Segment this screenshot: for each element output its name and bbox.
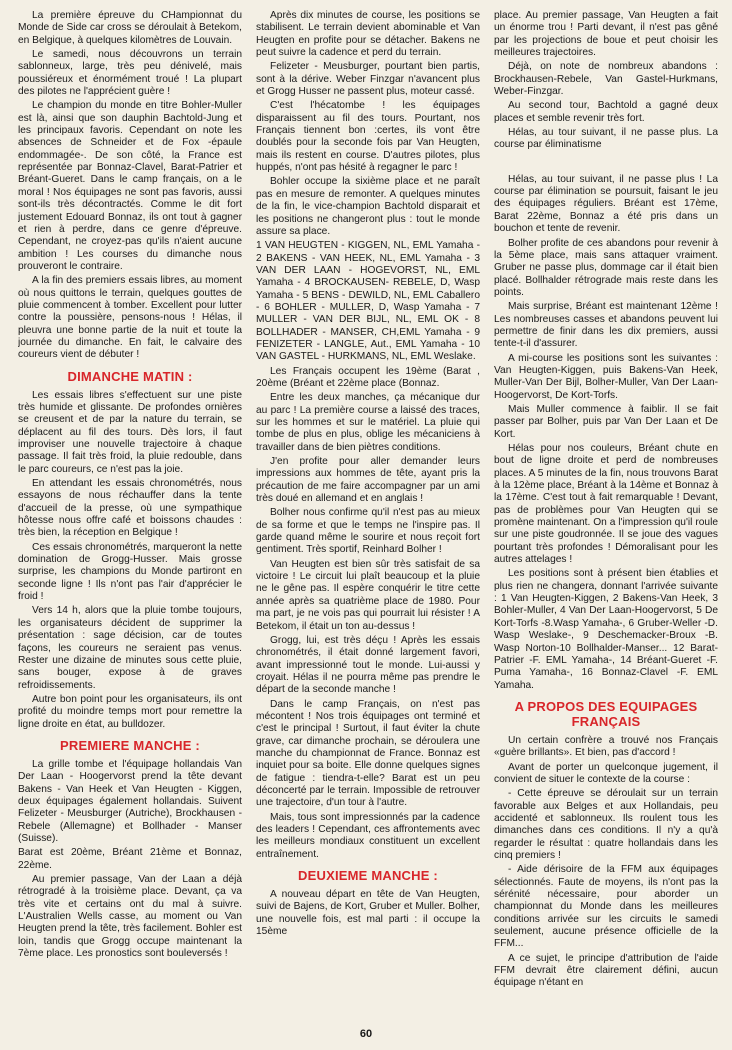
paragraph: J'en profite pour aller demander leurs impressions aux hommes de tête, ayant pris la précaution de me faire accompagner par un ami très doué en allemand et en anglais ! — [256, 456, 480, 505]
paragraph: A la fin des premiers essais libres, au moment où nous quittons le terrain, quelques gouttes de pluie commencent à tomber. Excellent pour lutter contre la poussière, pensons-nous ! Hélas, il pleuvra une bonne partie de la nuit et toute la journée du dimanche. En fait, le calvaire des coureurs vient de débuter ! — [18, 275, 242, 361]
section-heading-premiere-manche: PREMIERE MANCHE : — [60, 737, 200, 753]
paragraph: A ce sujet, le principe d'attribution de l'aide FFM devrait être clairement défini, aucun équipage n'étant en — [494, 952, 718, 989]
paragraph: - Aide dérisoire de la FFM aux équipages sélectionnés. Faute de moyens, ils n'ont pas la sérénité nécessaire, pour aborder un championnat du Monde dans les meilleures conditions arrivée sur les circuits le samedi seulement, aucune présence officielle de la FFM... — [494, 864, 718, 950]
column-2 — [256, 10, 480, 1015]
paragraph: Ces essais chronométrés, marqueront la nette domination de Grogg-Husser. Mais grosse surprise, les champions du Monde partiront en seconde ligne ! Ils n'ont pas l'air d'apprécier le froid ! — [18, 541, 242, 603]
paragraph: Les positions sont à présent bien établies et plus rien ne changera, donnant l'arrivée suivante : 1 Van Heugten-Kiggen, 2 Bakens-Van Heek, 3 Bohler-Muller, 4 Van Der Laan-Hoogervorst, 5 De Kort-Torfs -8.Wasp Yamaha-, 6 Gruber-Weller -D. Wasp Weslake-, 9 Deschemacker-Broux -B. Wasp Norton-10 Bollhalder-Manser... 12 Barat-Patrier -F. EML Yamaha-, 14 Bréant-Gueret -F. Puma Yamaha-, 16 Bonnaz-Clavel -F. EML Yamaha. — [494, 568, 718, 691]
paragraph: Bohler occupe la sixième place et ne paraît pas en mesure de remonter. A quelques minutes de la fin, le vice-champion Bachtold disparait et les positions ne changeront plus : tout le monde assure sa place. — [256, 176, 480, 237]
paragraph: Hélas, au tour suivant, il ne passe plus ! La course par élimination se poursuit, faisant le jeu des équipages réguliers. Bréant est 17ème, Barat 22ème, Bonnaz a été pris dans un bouchon et tente de revenir. — [494, 173, 718, 235]
paragraph: Mais Muller commence à faiblir. Il se fait passer par Bolher, puis par Van Der Laan et De Kort. — [494, 403, 718, 440]
page-number: 60 — [359, 1028, 373, 1040]
paragraph: Grogg, lui, est très déçu ! Après les essais chronométrés, il était donné largement favori, avant impressionné tout le monde. Lui-aussi y croyait. Hélas il ne pourra même pas prendre le départ de la seconde manche ! — [256, 634, 480, 696]
paragraph: Bolher profite de ces abandons pour revenir à la 5ème place, mais sans attaquer vraiment. Gruber ne passe plus, dommage car il était bien placé. Bollhalder rétrograde mais reste dans les points. — [494, 237, 718, 298]
paragraph: C'est l'hécatombe ! les équipages disparaissent au fil des tours. Pourtant, nos Français tiennent bon :certes, ils vont être doublés pour la seconde fois par Van Heugten, mais ils restent en course. D'autres pilotes, plus huppés, n'ont pas hésité à regagner le parc ! — [256, 100, 480, 174]
paragraph: Hélas pour nos couleurs, Bréant chute en bout de ligne droite et perd de nombreuses places. A 5 minutes de la fin, nous trouvons Barat à la 12ème place, Bréant à la 14ème et Bonnaz à la 17ème. C'est tout à fait remarquable ! Devant, pas de problèmes pour Van Heugten qui se promène maintenant. On a l'impression qu'il roule sur une piste goudronnée. Il se joue des vagues pourtant très profondes ! Démoralisant pour les autres attelages ! — [494, 443, 718, 566]
paragraph: En attendant les essais chronométrés, nous essayons de nous réchauffer dans la tente d'accueil de la presse, où une sympathique hôtesse nous offre café et boissons chaudes : très bien, la réception en Belgique ! — [18, 478, 242, 539]
paragraph: Felizeter - Meusburger, pourtant bien partis, sont à la dérive. Weber Finzgar n'avancent plus et Grogg Husser ne passent plus, moteur cassé. — [256, 61, 480, 98]
paragraph: La première épreuve du CHampionnat du Monde de Side car cross se déroulait à Betekom, en Belgique, à quelques kilomètres de Louvain. — [18, 10, 242, 46]
paragraph: Mais surprise, Bréant est maintenant 12ème ! Les nombreuses casses et abandons peuvent lui permettre de finir dans les dix premiers, aussi tente-t-il d'assurer. — [494, 301, 718, 350]
article-columns — [18, 10, 718, 1015]
paragraph: Vers 14 h, alors que la pluie tombe toujours, les organisateurs décident de supprimer la présentation : sage décision, car de toutes façons, les coureurs ne seraient pas venus. Rester une dizaine de minutes sous cette pluie, sans bouger, expose à de graves refroidissements. — [18, 605, 242, 691]
paragraph: Bolher nous confirme qu'il n'est pas au mieux de sa forme et que le temps ne l'inspire pas. Il garde quand même le sourire et nous reçoit fort gentiment. Très sportif, Reinhard Bolher ! — [256, 507, 480, 556]
column-3 — [494, 10, 718, 1015]
column-1 — [18, 10, 242, 1015]
paragraph: Van Heugten est bien sûr très satisfait de sa victoire ! Le circuit lui plaît beaucoup et la pluie ne le gêne pas. Il espère conquérir le titre cette année après sa quatrième place de 1980. Pour ma part, je ne vois pas qui pourrait lui résister ! A Betekom, il était un ton au-dessus ! — [256, 558, 480, 632]
paragraph: La grille tombe et l'équipage hollandais Van Der Laan - Hoogervorst prend la tête devant Bakens - Van Heek et Van Heugten - Kiggen, deux équipages également hollandais. Suivent Felizeter - Meusburger (Autriche), Brockhausen - Rebele (Allemagne) et Bollhader - Manser (Suisse). — [18, 758, 242, 844]
results-list: 1 VAN HEUGTEN - KIGGEN, NL, EML Yamaha - 2 BAKENS - VAN HEEK, NL, EML Yamaha - 3 VAN DER LAAN - HOGEVORST, NL, EML Yamaha - 4 BROCKAUSEN- REBELE, D, Wasp Yamaha - 5 BENS - DEWILD, NL, EML Caballero - 6 BOHLER - MULLER, D, Wasp Yamaha - 7 MULLER - VAN DER BIJL, NL, EML OK - 8 BOLLHADER - MANSER, CH,EML Yamaha - 9 FENIZETER - LANGLE, Aut., EML Yamaha - 10 VAN GASTEL - HURKMANS, NL, EML Weslake. — [256, 240, 480, 363]
paragraph: Déjà, on note de nombreux abandons : Brockhausen-Rebele, Van Gastel-Hurkmans, Weber-Finzgar. — [494, 61, 718, 98]
paragraph: Le champion du monde en titre Bohler-Muller est là, ainsi que son dauphin Bachtold-Jung et les principaux favoris. Cependant on note les absences de Schneider et de Fox -épaule endommagée-. De son côté, la France est représentée par Bonnaz-Clavel, Barat-Patrier et Bréant-Gueret. Dans le camp français, on a le moral ! Nos équipages ne sont pas favoris, aussi sont-ils très décontractés. Comme le dit fort justement Edouard Bonnaz, ils ont tout à gagner et rien à perdre, dans ce genre d'épreuve. Cependant, ne croyez-pas qu'ils n'aient aucune ambition ! Les courses du dimanche nous prouveront le contraire. — [18, 100, 242, 272]
paragraph: Le samedi, nous découvrons un terrain sablonneux, large, très peu dénivelé, mais poussiéreux et énormément troué ! La plupart des pilotes ne l'apprécient guère ! — [18, 49, 242, 98]
paragraph: place. Au premier passage, Van Heugten a fait un énorme trou ! Parti devant, il n'est pas gêné par les projections de boue et peut choisir les meilleures trajectoires. — [494, 10, 718, 59]
paragraph: Au premier passage, Van der Laan a déjà rétrogradé à la troisième place. Devant, ça va très vite et certains ont du mal à suivre. L'Australien Wells casse, au moment ou Van Heugten prend la tête, très facilement. Bohler est loin, tandis que Grogg occupe maintenant la 7ème place. Les pronostics sont bouleversés ! — [18, 874, 242, 960]
paragraph: Autre bon point pour les organisateurs, ils ont profité du moindre temps mort pour remettre la ligne droite en état, au bulldozer. — [18, 693, 242, 730]
section-heading-a-propos: A PROPOS DES EQUIPAGES FRANÇAIS — [514, 698, 698, 729]
paragraph: Barat est 20ème, Bréant 21ème et Bonnaz, 22ème. — [18, 847, 242, 871]
paragraph: Les Français occupent les 19ème (Barat , 20ème (Bréant et 22ème place (Bonnaz. — [256, 365, 480, 389]
section-heading-deuxieme-manche: DEUXIEME MANCHE : — [298, 868, 438, 884]
paragraph: Hélas, au tour suivant, il ne passe plus. La course par éliminatisme — [494, 127, 718, 151]
section-heading-dimanche-matin: DIMANCHE MATIN : — [67, 368, 193, 384]
paragraph: Mais, tous sont impressionnés par la cadence des leaders ! Cependant, ces affrontements avec les meilleurs mondiaux constituent un excellent entraînement. — [256, 811, 480, 860]
paragraph: Un certain confrère a trouvé nos Français «guère brillants». Et bien, pas d'accord ! — [494, 734, 718, 759]
paragraph: Dans le camp Français, on n'est pas mécontent ! Nos trois équipages ont terminé et c'est le principal ! Surtout, il faut éviter la chute grave, car dimanche prochain, se déroulera une manche du championnat de France. Bonnaz est inquiet pour sa boite. Elle donne quelques signes de fatigue : tiendra-t-elle? Barat est un peu déconcerté par le terrain. Impossible de retrouver une trajectoire, d'un tour à l'autre. — [256, 698, 480, 809]
paragraph: Après dix minutes de course, les positions se stabilisent. Le terrain devient abominable et Van Heugten en profite pour se détacher. Bakens ne peut suivre la cadence et perd du terrain. — [256, 10, 480, 59]
paragraph: - Cette épreuve se déroulait sur un terrain favorable aux Belges et aux Hollandais, peu accidenté et sablonneux. Ils roulent tous les dimanches dans ces conditions. Il n'y a qu'à regarder le résultat : quatre hollandais dans les cinq premiers ! — [494, 788, 718, 861]
paragraph: A nouveau départ en tête de Van Heugten, suivi de Bajens, de Kort, Gruber et Muller. Bolher, une nouvelle fois, est mal parti : il occupe la 15ème — [256, 889, 480, 938]
paragraph: Au second tour, Bachtold a gagné deux places et semble revenir très fort. — [494, 100, 718, 124]
paragraph: Avant de porter un quelconque jugement, il convient de situer le contexte de la course : — [494, 761, 718, 785]
paragraph: Les essais libres s'effectuent sur une piste très humide et glissante. De profondes ornières se creusent et de par la nature du terrain, se déplacent au fil des tours. Dès lors, il faut improviser une nouvelle trajectoire à chaque passage. Il fait très froid, la pluie redouble, dans le parc coureurs, ce n'est pas la joie. — [18, 389, 242, 475]
paragraph: Entre les deux manches, ça mécanique dur au parc ! La première course a laissé des traces, sur les hommes et sur le matériel. La pluie qui tombe de plus en plus, oblige les mécaniciens à travailler dans de bien piètres conditions. — [256, 392, 480, 453]
paragraph: A mi-course les positions sont les suivantes : Van Heugten-Kiggen, puis Bakens-Van Heek, Muller-Van Der Bijl, Bolher-Muller, Van Der Laan-Hoogervorst, De Kort-Torfs. — [494, 352, 718, 401]
